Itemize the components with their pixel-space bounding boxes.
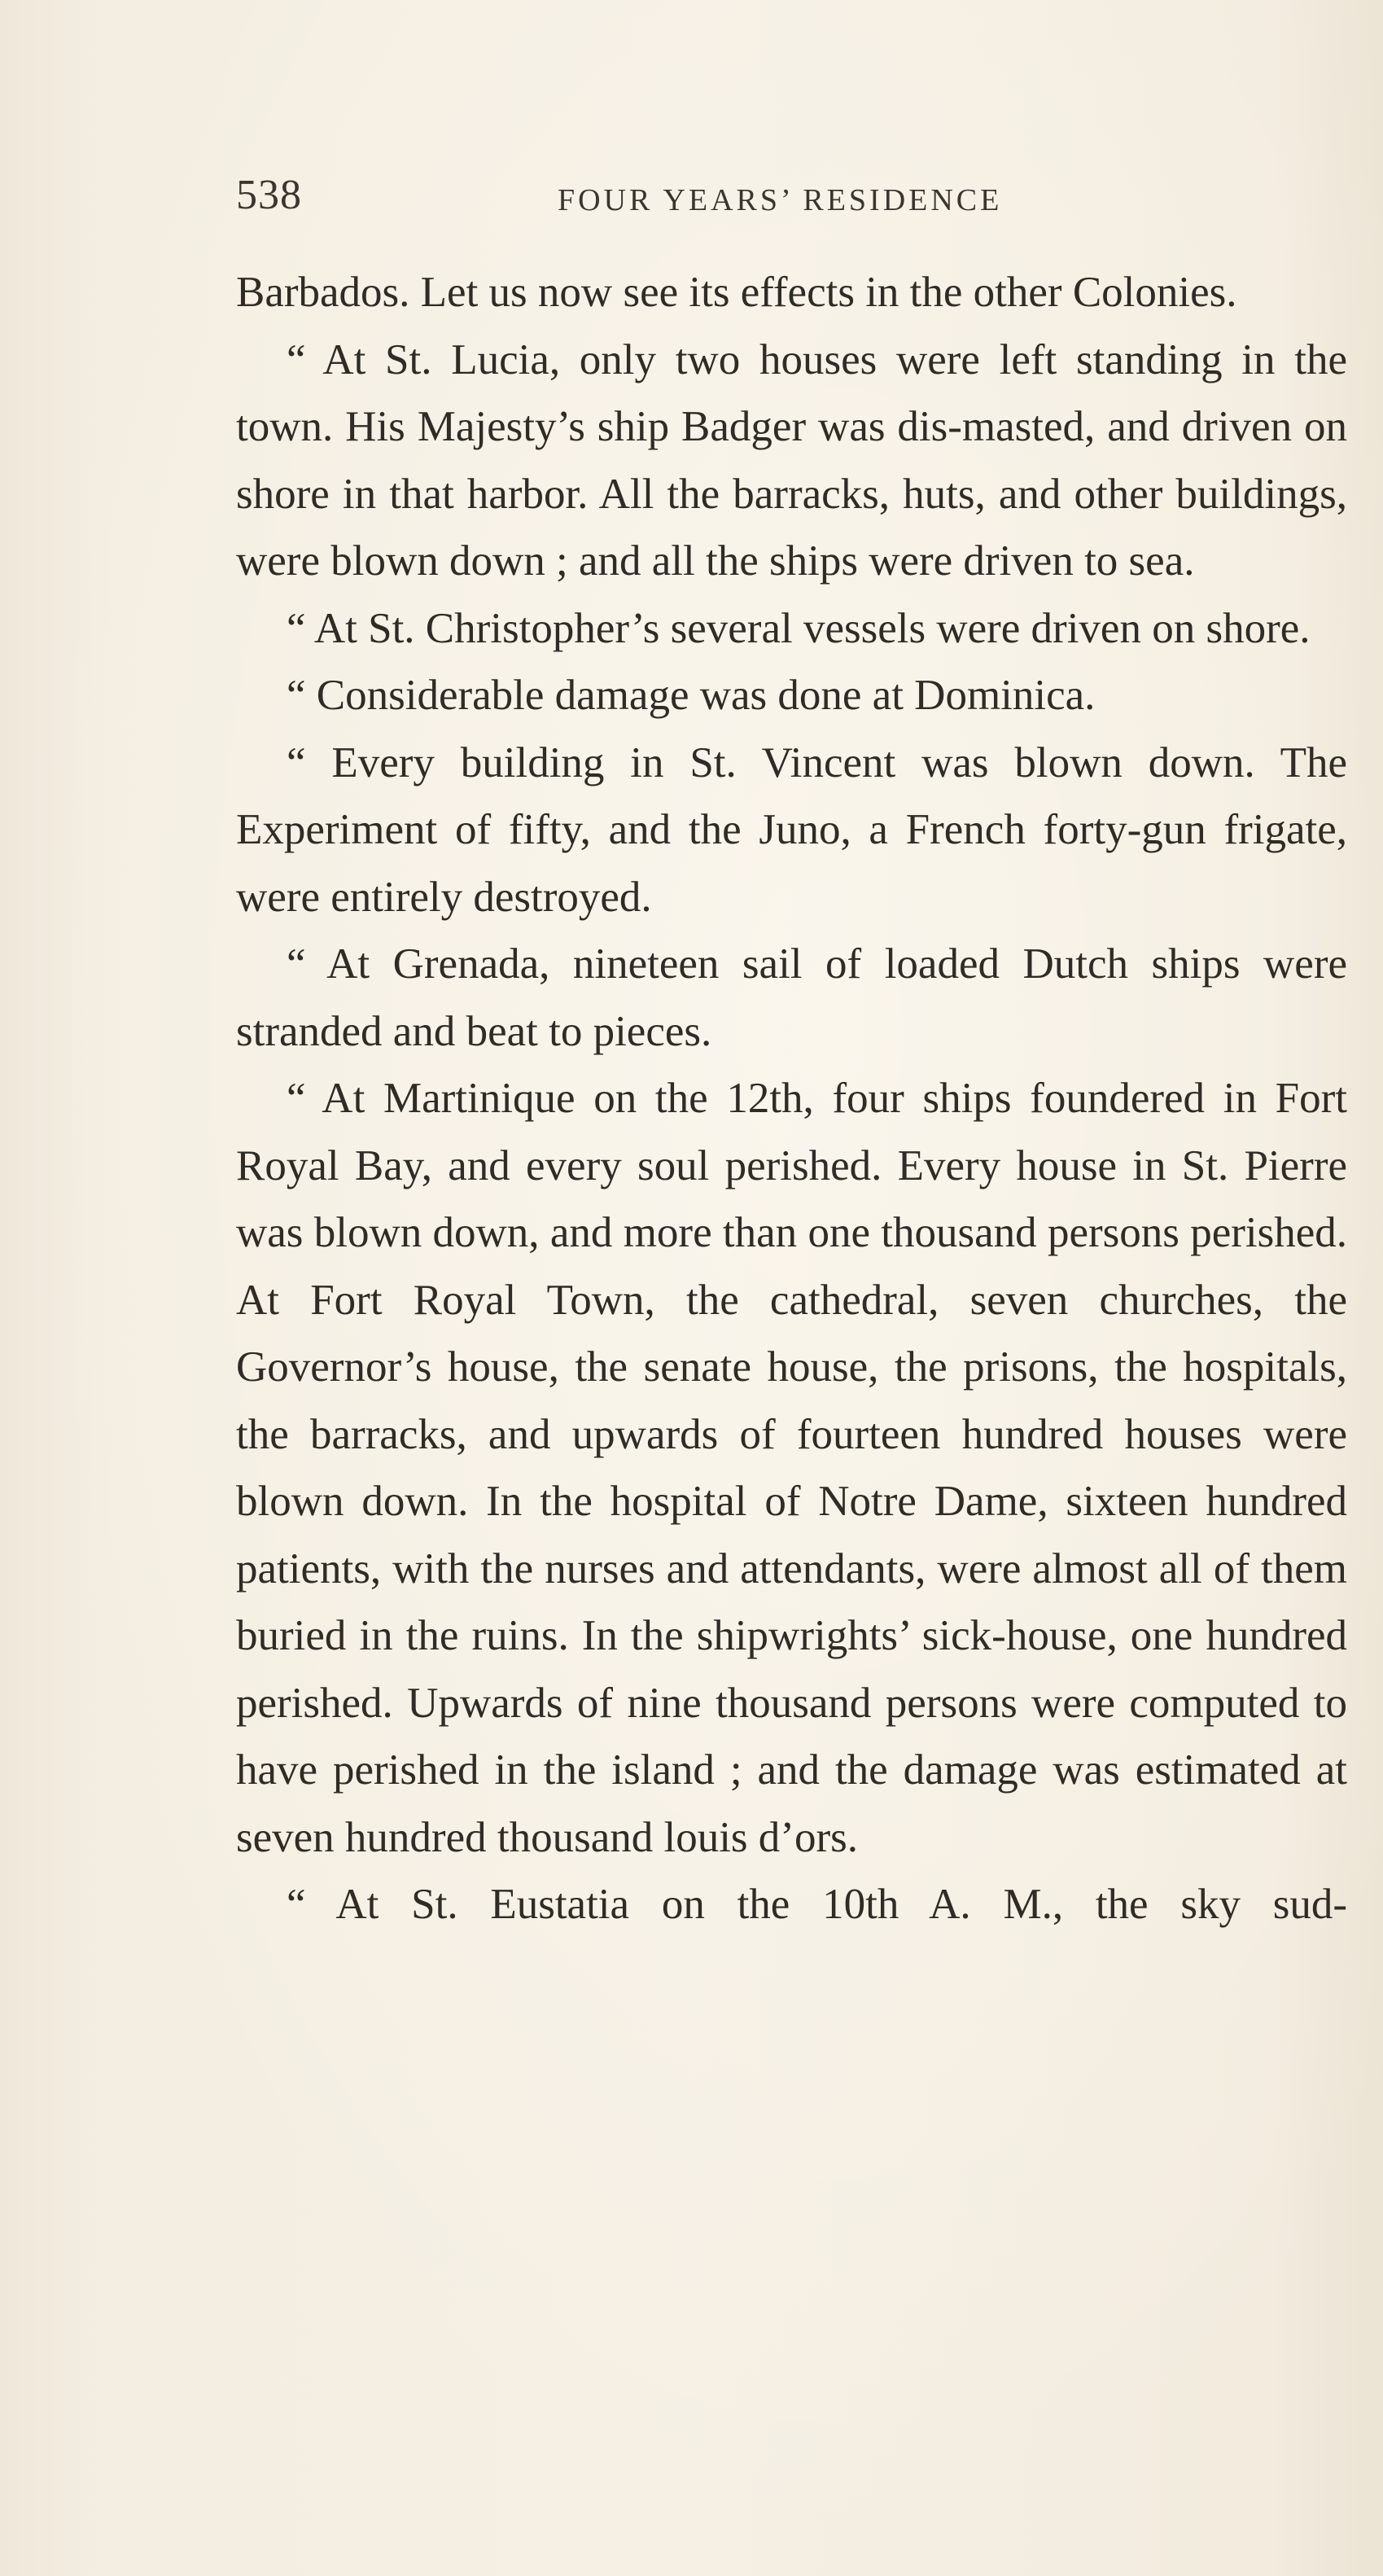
running-head: FOUR YEARS’ RESIDENCE [558,183,1003,217]
paragraph: “ At St. Eustatia on the 10th A. M., the sky sud- [287,1881,1347,1928]
paragraph: “ At Grenada, nineteen sail of loaded Dutch ships were stranded and beat to pieces. [236,940,1347,1055]
paragraph: “ At Martinique on the 12th, four ships foundered in Fort Royal Bay, and every soul perished. Every house in St. Pierre was blown down, and more than one thousand persons perished. At Fort Royal Town, the cathedral, seven churches, the Governor’s house, the senate house, the prisons, the hospitals, the barracks, and upwards of fourteen hundred houses were blown down. In the hospital of Notre Dame, sixteen hundred patients, with the nurses and attendants, were almost all of them buried in the ruins. In the shipwrights’ sick-house, one hundred perished. Upwards of nine thousand persons were computed to have perished in the island ; and the damage was estimated at seven hundred thousand louis d’ors. [236,1075,1347,1861]
paragraph: “ At St. Lucia, only two houses were left standing in the town. His Majesty’s ship Badger was dis-masted, and driven on shore in that harbor. All the barracks, huts, and other buildings, were blown down ; and all the ships were driven to sea. [236,335,1347,585]
paragraph: Barbados. Let us now see its effects in the other Colonies. [236,269,1237,316]
paragraph: “ Considerable damage was done at Dominica. [287,672,1096,719]
page-header [236,163,1343,228]
paragraph: “ Every building in St. Vincent was blown down. The Experiment of fifty, and the Juno, a French forty-gun frigate, were entirely destroyed. [236,738,1347,921]
paragraph: “ At St. Christopher’s several vessels were driven on shore. [287,604,1311,652]
body-text [236,259,1347,1939]
page-number: 538 [236,172,302,218]
